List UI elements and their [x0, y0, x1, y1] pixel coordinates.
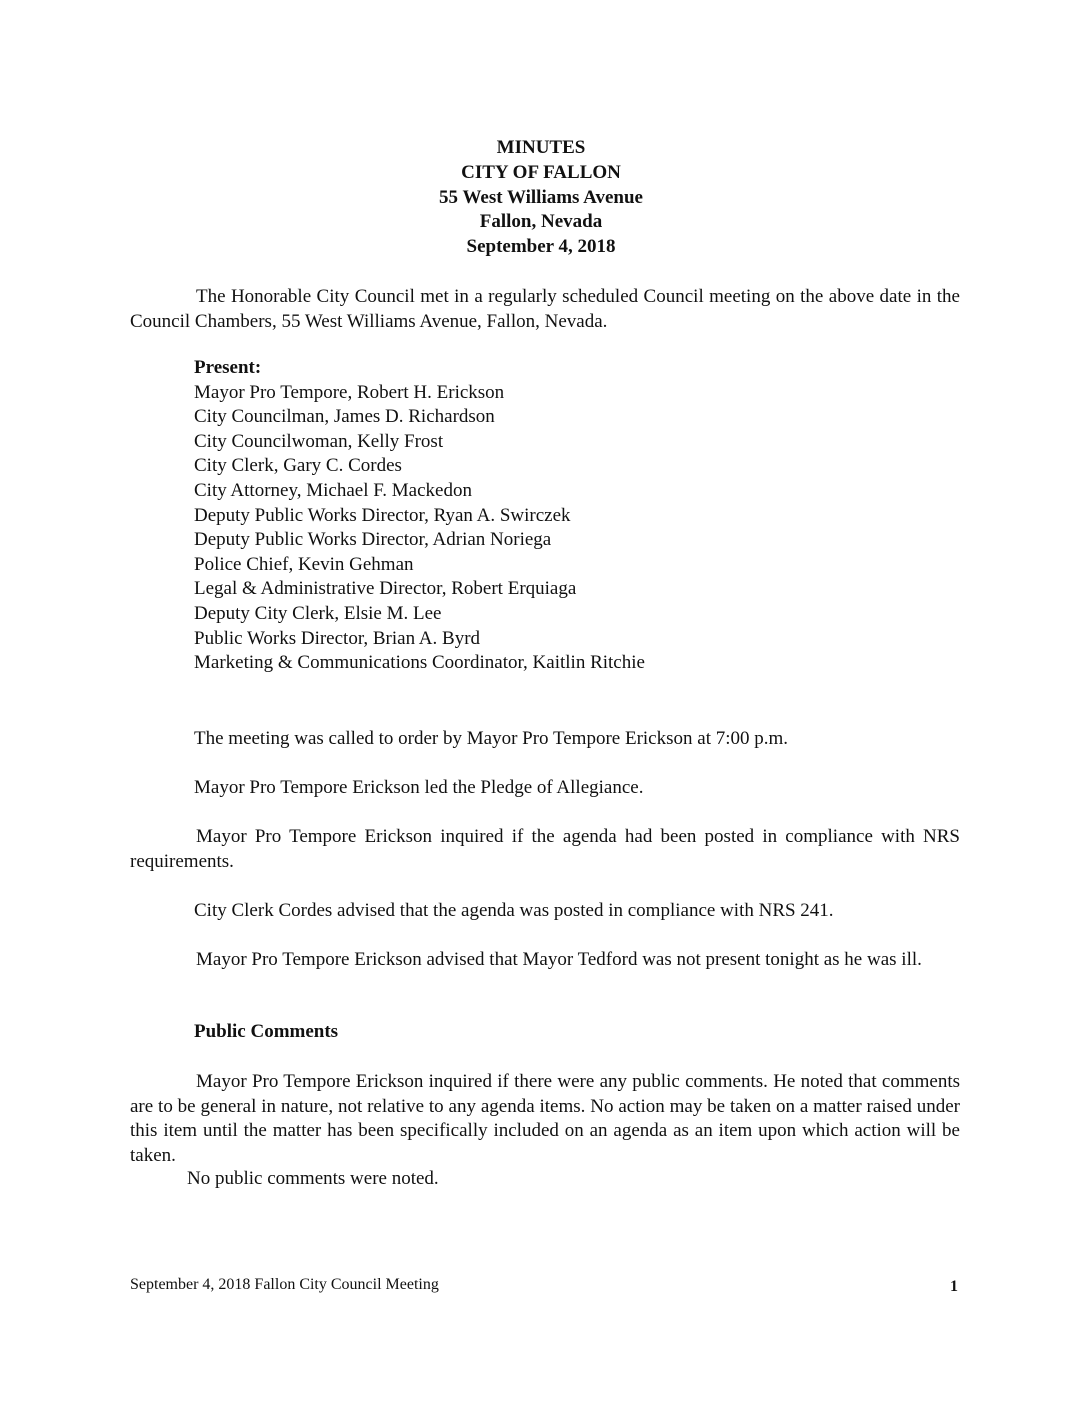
present-member: City Councilwoman, Kelly Frost — [194, 430, 444, 452]
present-member: Mayor Pro Tempore, Robert H. Erickson — [194, 381, 505, 403]
page-footer: September 4, 2018 Fallon City Council Meeting — [130, 1276, 439, 1293]
present-member: City Councilman, James D. Richardson — [194, 406, 495, 428]
present-member: City Attorney, Michael F. Mackedon — [194, 479, 472, 501]
present-member: Police Chief, Kevin Gehman — [194, 553, 414, 575]
doc-address: 55 West Williams Avenue — [439, 186, 643, 208]
doc-title: MINUTES — [496, 137, 586, 158]
public-comments-heading: Public Comments — [194, 1021, 339, 1042]
present-member: Legal & Administrative Director, Robert Erquiaga — [194, 578, 577, 600]
intro-paragraph: The Honorable City Council met in a regularly scheduled Council meeting on the above date in the Council Chambers, 55 West Williams Avenue, Fallon, Nevada. — [130, 286, 960, 332]
public-comments-result: No public comments were noted. — [187, 1168, 439, 1189]
page-number: 1 — [950, 1278, 958, 1295]
pledge-paragraph: Mayor Pro Tempore Erickson led the Pledge of Allegiance. — [194, 777, 644, 798]
present-member: Marketing & Communications Coordinator, Kaitlin Ritchie — [194, 652, 645, 674]
present-member: City Clerk, Gary C. Cordes — [194, 455, 402, 477]
present-member: Deputy Public Works Director, Adrian Noriega — [194, 529, 552, 551]
agenda-inquiry-paragraph: Mayor Pro Tempore Erickson inquired if the agenda had been posted in compliance with NRS requirements. — [130, 826, 960, 872]
present-member: Deputy Public Works Director, Ryan A. Swirczek — [194, 504, 571, 526]
doc-date: September 4, 2018 — [466, 236, 616, 258]
present-member: Deputy City Clerk, Elsie M. Lee — [194, 602, 442, 624]
doc-city: Fallon, Nevada — [479, 211, 603, 233]
mayor-absent-paragraph: Mayor Pro Tempore Erickson advised that Mayor Tedford was not present tonight as he was ill. — [196, 949, 922, 970]
public-comments-paragraph: Mayor Pro Tempore Erickson inquired if there were any public comments. He noted that comments are to be general in nature, not relative to any agenda items. No action may be taken on a matter raised under this item until the matter has been specifically included on an agenda as an item upon which action will be taken. — [130, 1071, 960, 1166]
doc-organization: CITY OF FALLON — [461, 161, 621, 183]
agenda-posted-paragraph: City Clerk Cordes advised that the agenda was posted in compliance with NRS 241. — [194, 900, 834, 921]
present-member: Public Works Director, Brian A. Byrd — [194, 627, 481, 649]
called-to-order: The meeting was called to order by Mayor Pro Tempore Erickson at 7:00 p.m. — [194, 728, 789, 749]
present-heading: Present: — [194, 357, 262, 378]
present-list — [194, 356, 645, 676]
document-header — [0, 136, 1082, 260]
